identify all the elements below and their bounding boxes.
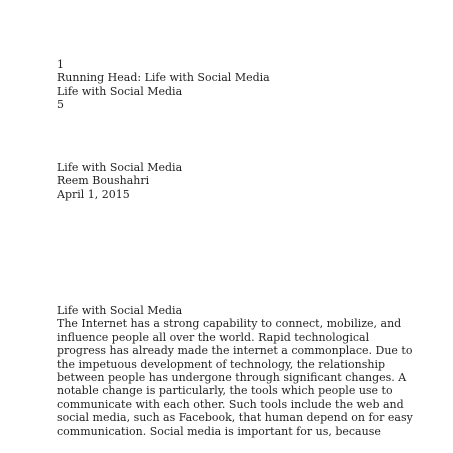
short-title: Life with Social Media [57,84,183,98]
body-line: between people has undergone through significant changes. A [57,370,407,384]
running-header [57,58,270,112]
body-line: the impetuous development of technology, the relationship [57,357,386,371]
page-number: 1 [57,58,64,71]
paper-title: Life with Social Media [57,161,183,174]
page-number-secondary: 5 [57,98,64,112]
body-line: social media, such as Facebook, that human depend on for easy [57,411,413,425]
body-section [57,304,413,438]
body-line: communicate with each other. Such tools include the web and [57,397,404,411]
body-line: notable change is particularly, the tools which people use to [57,384,393,398]
author-name: Reem Boushahri [57,174,150,188]
running-head: Running Head: Life with Social Media [57,71,270,85]
body-line: influence people all over the world. Rapid technological [57,330,370,344]
body-line: communication. Social media is important for us, because [57,424,381,438]
title-page-block [57,161,182,201]
body-line: The Internet has a strong capability to connect, mobilize, and [57,317,402,331]
paper-date: April 1, 2015 [57,187,130,201]
body-line: progress has already made the internet a commonplace. Due to [57,344,413,358]
section-heading: Life with Social Media [57,304,183,317]
